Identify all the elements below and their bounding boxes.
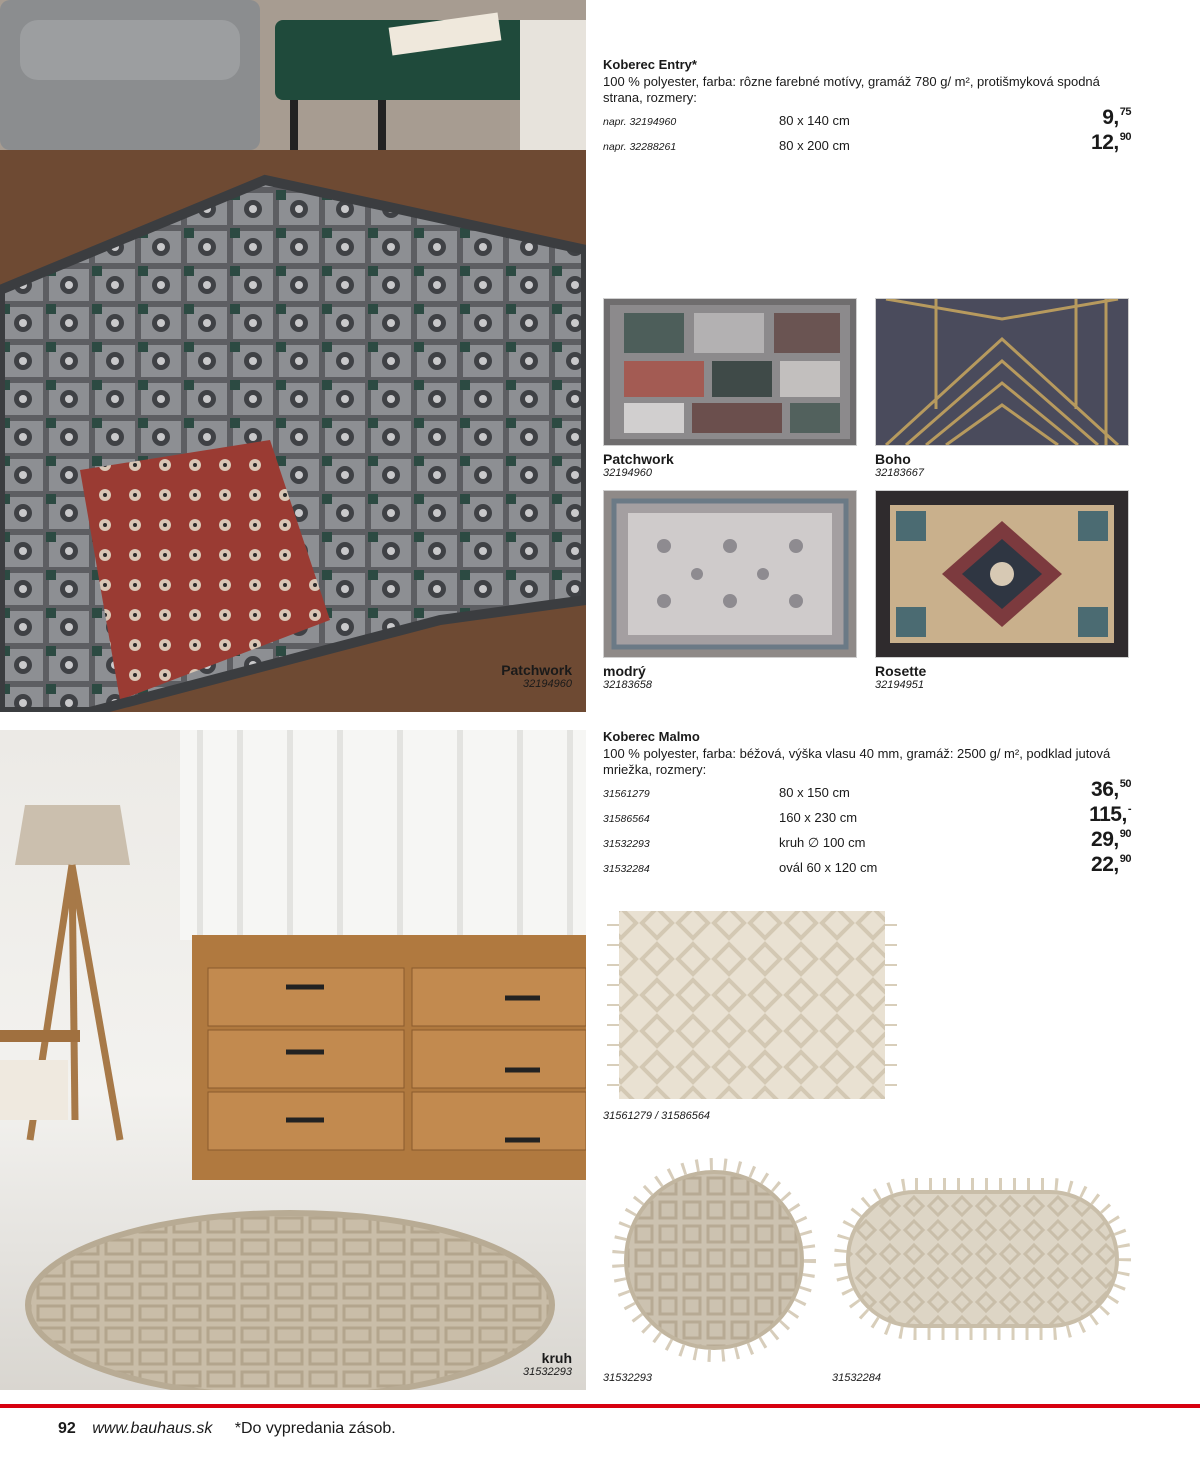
entry-row-code: napr. 32194960 xyxy=(603,116,677,128)
price-cents: 75 xyxy=(1119,106,1131,118)
price-cents: 90 xyxy=(1119,828,1131,840)
variant-name: Boho xyxy=(875,451,911,467)
malmo-oval-code: 31532284 xyxy=(832,1372,881,1384)
patchwork-room-photo xyxy=(0,0,586,712)
malmo-room-photo xyxy=(0,730,586,1390)
malmo-rect-rug-image xyxy=(603,905,901,1105)
malmo-row xyxy=(603,803,1131,832)
variant-label xyxy=(603,663,652,691)
malmo-rect-rug-pattern xyxy=(603,905,901,1105)
variant-name: Rosette xyxy=(875,663,927,679)
malmo-row-code: 31586564 xyxy=(603,813,650,825)
malmo-description: 100 % polyester, farba: béžová, výška vlasu 40 mm, gramáž: 2500 g/ m², podklad jutová mriežka, rozmery: xyxy=(603,746,1111,777)
malmo-row-code: 31561279 xyxy=(603,788,650,800)
malmo-row-price xyxy=(1091,778,1131,802)
entry-product-info xyxy=(603,57,1131,160)
malmo-row-size: kruh ∅ 100 cm xyxy=(779,835,866,850)
variant-label xyxy=(875,663,926,691)
entry-row-price xyxy=(1091,131,1131,155)
patchwork-room-illustration xyxy=(0,0,586,712)
malmo-row xyxy=(603,853,1131,882)
variant-name: Patchwork xyxy=(603,451,674,467)
malmo-row-code: 31532293 xyxy=(603,838,650,850)
bottom-photo-caption xyxy=(470,1350,572,1378)
entry-row-size: 80 x 140 cm xyxy=(779,113,850,128)
entry-title: Koberec Entry* xyxy=(603,57,697,72)
malmo-round-rug-pattern xyxy=(608,1150,820,1370)
footer-note: *Do vypredania zásob. xyxy=(234,1420,396,1437)
top-photo-caption xyxy=(470,662,572,690)
price-main: 29, xyxy=(1091,828,1119,851)
malmo-round-rug-image xyxy=(608,1150,820,1370)
entry-description: 100 % polyester, farba: rôzne farebné motívy, gramáž 780 g/ m², protišmyková spodná strana, rozmery: xyxy=(603,74,1100,105)
price-main: 12, xyxy=(1091,131,1119,154)
variant-code: 32194951 xyxy=(875,679,924,691)
entry-row-code: napr. 32288261 xyxy=(603,141,677,153)
variant-code: 32194960 xyxy=(603,467,652,479)
malmo-oval-rug-image xyxy=(830,1170,1135,1350)
top-photo-code: 32194960 xyxy=(523,678,572,690)
rosette-rug-image xyxy=(875,490,1129,658)
price-main: 9, xyxy=(1102,106,1119,129)
entry-row xyxy=(603,106,1131,135)
price-main: 22, xyxy=(1091,853,1119,876)
rosette-rug-pattern xyxy=(876,491,1128,657)
page-footer xyxy=(58,1420,396,1438)
variant-label xyxy=(875,451,924,479)
malmo-row-price xyxy=(1089,803,1131,827)
malmo-row-size: 80 x 150 cm xyxy=(779,785,850,800)
price-main: 115, xyxy=(1089,803,1127,826)
malmo-row-size: 160 x 230 cm xyxy=(779,810,858,825)
malmo-row-price xyxy=(1091,828,1131,852)
footer-divider xyxy=(0,1404,1200,1408)
malmo-row-size: ovál 60 x 120 cm xyxy=(779,860,878,875)
malmo-room-illustration xyxy=(0,730,586,1390)
malmo-row-price xyxy=(1091,853,1131,877)
malmo-rect-code: 31561279 / 31586564 xyxy=(603,1110,711,1122)
price-cents: - xyxy=(1127,803,1131,815)
bottom-photo-name: kruh xyxy=(541,1350,572,1366)
bottom-photo-code: 31532293 xyxy=(523,1366,572,1378)
variant-name: modrý xyxy=(603,663,646,679)
modry-rug-image xyxy=(603,490,857,658)
malmo-product-info xyxy=(603,729,1131,882)
price-cents: 90 xyxy=(1119,853,1131,865)
page-number: 92 xyxy=(58,1420,76,1437)
malmo-oval-rug-pattern xyxy=(830,1170,1135,1350)
boho-rug-image xyxy=(875,298,1129,446)
malmo-row xyxy=(603,778,1131,807)
price-cents: 50 xyxy=(1119,778,1131,790)
price-main: 36, xyxy=(1091,778,1119,801)
patchwork-rug-pattern xyxy=(604,299,856,445)
boho-rug-pattern xyxy=(876,299,1128,445)
malmo-round-code: 31532293 xyxy=(603,1372,652,1384)
entry-row xyxy=(603,131,1131,160)
entry-row-price xyxy=(1102,106,1131,130)
modry-rug-pattern xyxy=(604,491,856,657)
variant-code: 32183658 xyxy=(603,679,652,691)
website-link[interactable]: www.bauhaus.sk xyxy=(92,1420,213,1437)
malmo-row-code: 31532284 xyxy=(603,863,650,875)
top-photo-name: Patchwork xyxy=(501,662,572,678)
price-cents: 90 xyxy=(1119,131,1131,143)
entry-row-size: 80 x 200 cm xyxy=(779,138,850,153)
patchwork-rug-image xyxy=(603,298,857,446)
malmo-title: Koberec Malmo xyxy=(603,729,700,744)
malmo-row xyxy=(603,828,1131,857)
variant-label xyxy=(603,451,674,479)
variant-code: 32183667 xyxy=(875,467,924,479)
